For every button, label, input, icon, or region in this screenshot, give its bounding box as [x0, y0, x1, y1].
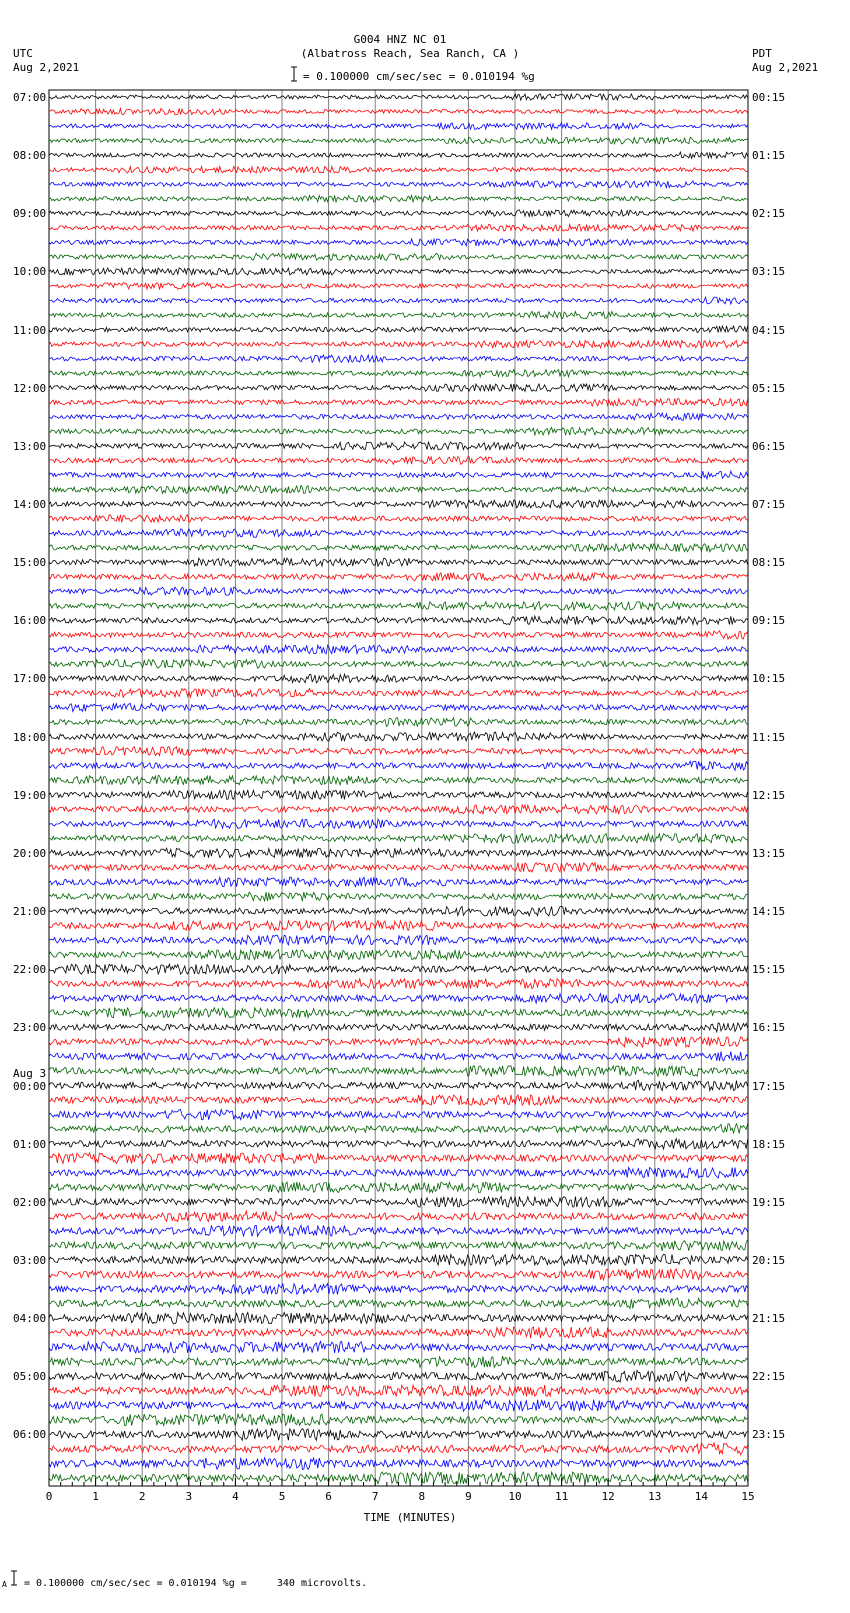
right-time-label: 21:15: [752, 1312, 786, 1326]
x-tick-label: 3: [185, 1490, 193, 1503]
x-tick-label: 4: [232, 1490, 239, 1503]
trace-line: [49, 1167, 748, 1178]
x-tick-label: 2: [138, 1490, 146, 1503]
left-time-label: 00:00: [13, 1079, 47, 1093]
trace-line: [49, 442, 748, 450]
left-time-label: 23:00: [13, 1021, 47, 1035]
trace-line: [49, 1356, 748, 1367]
trace-line: [49, 631, 748, 639]
trace-line: [49, 370, 748, 377]
trace-line: [49, 1400, 748, 1412]
left-time-label: 06:00: [13, 1428, 47, 1442]
right-time-label: 01:15: [752, 149, 786, 163]
left-time-label: 19:00: [13, 788, 47, 802]
right-time-label: 07:15: [752, 498, 786, 512]
trace-line: [49, 964, 748, 974]
trace-line: [49, 1443, 748, 1455]
scale-text: = 0.100000 cm/sec/sec = 0.010194 %g: [303, 70, 535, 83]
trace-line: [49, 1370, 748, 1382]
trace-line: [49, 660, 748, 669]
right-time-label: 11:15: [752, 730, 786, 744]
trace-line: [49, 877, 748, 887]
left-time-label: 22:00: [13, 963, 47, 977]
trace-line: [49, 224, 748, 231]
trace-line: [49, 471, 748, 479]
trace-line: [49, 355, 748, 362]
left-time-label: 21:00: [13, 905, 47, 919]
trace-line: [49, 1327, 748, 1338]
trace-line: [49, 195, 748, 202]
trace-line: [49, 283, 748, 290]
x-tick-label: 11: [554, 1490, 569, 1503]
right-time-label: 16:15: [752, 1021, 786, 1035]
trace-line: [49, 718, 748, 727]
trace-line: [49, 1269, 748, 1280]
trace-line: [49, 544, 748, 552]
right-time-label: 14:15: [752, 905, 786, 919]
trace-line: [49, 935, 748, 945]
trace-line: [49, 1124, 748, 1134]
footer-scale-bar-icon: [9, 1570, 19, 1586]
right-date: Aug 2,2021: [752, 61, 819, 74]
right-time-label: 06:15: [752, 439, 786, 453]
right-time-label: 02:15: [752, 207, 786, 221]
trace-line: [49, 834, 748, 843]
trace-line: [49, 529, 748, 537]
x-tick-label: 14: [694, 1490, 709, 1503]
footer-scale-text: = 0.100000 cm/sec/sec = 0.010194 %g = 340 microvolts.: [24, 1578, 368, 1589]
trace-line: [49, 210, 748, 217]
left-time-label: 08:00: [13, 149, 47, 163]
trace-line: [49, 1385, 748, 1397]
trace-line: [49, 587, 748, 595]
x-tick-label: 5: [278, 1490, 286, 1503]
trace-line: [49, 311, 748, 318]
trace-line: [49, 1023, 748, 1032]
trace-line: [49, 1139, 748, 1149]
left-timezone: UTC: [13, 47, 33, 60]
trace-line: [49, 123, 748, 130]
left-time-label: 03:00: [13, 1253, 47, 1267]
trace-line: [49, 616, 748, 625]
x-tick-label: 7: [371, 1490, 379, 1503]
right-time-label: 18:15: [752, 1137, 786, 1151]
trace-line: [49, 906, 748, 916]
left-date-label: Aug 3: [13, 1066, 47, 1080]
x-axis-label: TIME (MINUTES): [363, 1511, 457, 1524]
right-time-label: 10:15: [752, 672, 786, 686]
trace-line: [49, 239, 748, 246]
trace-line: [49, 94, 748, 100]
trace-line: [49, 500, 748, 508]
trace-line: [49, 1037, 748, 1047]
right-time-label: 04:15: [752, 323, 786, 337]
left-time-label: 13:00: [13, 439, 47, 453]
trace-line: [49, 645, 748, 654]
trace-line: [49, 515, 748, 523]
trace-line: [49, 457, 748, 465]
x-tick-label: 9: [465, 1490, 472, 1503]
left-time-label: 02:00: [13, 1195, 47, 1209]
trace-line: [49, 413, 748, 421]
trace-line: [49, 1240, 748, 1251]
x-tick-label: 0: [45, 1490, 53, 1503]
left-time-label: 17:00: [13, 672, 47, 686]
trace-line: [49, 297, 748, 304]
x-tick-label: 6: [325, 1490, 332, 1503]
trace-line: [49, 428, 748, 436]
right-time-label: 23:15: [752, 1428, 786, 1442]
x-tick-label: 1: [92, 1490, 99, 1503]
left-time-label: 15:00: [13, 556, 47, 570]
left-time-label: 11:00: [13, 323, 47, 337]
trace-line: [49, 384, 748, 392]
trace-line: [49, 1052, 748, 1061]
trace-line: [49, 1095, 748, 1106]
right-time-label: 00:15: [752, 91, 786, 104]
trace-line: [49, 558, 748, 566]
right-time-label: 20:15: [752, 1253, 786, 1267]
right-timezone: PDT: [752, 47, 772, 60]
trace-line: [49, 776, 748, 785]
trace-line: [49, 137, 748, 144]
trace-line: [49, 950, 748, 960]
x-tick-label: 15: [741, 1490, 755, 1503]
trace-line: [49, 805, 748, 814]
trace-line: [49, 892, 748, 901]
trace-line: [49, 326, 748, 333]
x-tick-label: 12: [601, 1490, 615, 1503]
left-time-label: 07:00: [13, 91, 47, 104]
trace-line: [49, 993, 748, 1003]
trace-line: [49, 1225, 748, 1236]
trace-line: [49, 1341, 748, 1353]
trace-line: [49, 1458, 748, 1470]
trace-line: [49, 1298, 748, 1308]
right-time-label: 15:15: [752, 963, 786, 977]
left-time-label: 04:00: [13, 1312, 47, 1326]
left-date: Aug 2,2021: [13, 61, 80, 74]
trace-line: [49, 399, 748, 407]
station-title: G004 HNZ NC 01: [353, 33, 447, 46]
x-tick-label: 13: [648, 1490, 662, 1503]
trace-line: [49, 1414, 748, 1426]
trace-line: [49, 486, 748, 494]
right-time-label: 09:15: [752, 614, 786, 628]
trace-line: [49, 732, 748, 741]
left-time-label: 14:00: [13, 498, 47, 512]
trace-line: [49, 689, 748, 698]
right-time-label: 17:15: [752, 1079, 786, 1093]
trace-line: [49, 166, 748, 173]
traces: [49, 94, 748, 1484]
left-time-label: 05:00: [13, 1370, 47, 1384]
trace-line: [49, 1066, 748, 1076]
left-time-label: 12:00: [13, 381, 47, 395]
left-time-label: 01:00: [13, 1137, 47, 1151]
trace-line: [49, 747, 748, 756]
trace-line: [49, 1284, 748, 1295]
trace-line: [49, 268, 748, 275]
trace-line: [49, 1254, 748, 1265]
left-time-label: 10:00: [13, 265, 47, 279]
trace-line: [49, 602, 748, 610]
trace-line: [49, 1182, 748, 1193]
trace-line: [49, 1080, 748, 1090]
trace-line: [49, 1429, 748, 1441]
trace-line: [49, 341, 748, 348]
trace-line: [49, 848, 748, 857]
right-time-label: 12:15: [752, 788, 786, 802]
right-time-label: 22:15: [752, 1370, 786, 1384]
trace-line: [49, 181, 748, 188]
trace-line: [49, 1197, 748, 1208]
trace-line: [49, 152, 748, 158]
left-time-label: 09:00: [13, 207, 47, 221]
right-time-label: 05:15: [752, 381, 786, 395]
right-time-label: 08:15: [752, 556, 786, 570]
trace-line: [49, 863, 748, 872]
footer-prefix: A: [2, 1580, 7, 1589]
right-time-label: 19:15: [752, 1195, 786, 1209]
x-tick-label: 8: [418, 1490, 426, 1503]
right-time-label: 13:15: [752, 846, 786, 860]
x-tick-label: 10: [508, 1490, 522, 1503]
trace-line: [49, 819, 748, 828]
trace-line: [49, 573, 748, 581]
trace-line: [49, 1312, 748, 1323]
trace-line: [49, 1211, 748, 1222]
right-time-label: 03:15: [752, 265, 786, 279]
trace-line: [49, 253, 748, 260]
trace-line: [49, 1110, 748, 1120]
trace-line: [49, 674, 748, 683]
trace-line: [49, 790, 748, 799]
left-time-label: 18:00: [13, 730, 47, 744]
trace-line: [49, 703, 748, 711]
trace-line: [49, 108, 748, 114]
trace-line: [49, 921, 748, 931]
trace-line: [49, 1008, 748, 1018]
left-time-label: 20:00: [13, 846, 47, 860]
trace-line: [49, 761, 748, 770]
station-location: (Albatross Reach, Sea Ranch, CA ): [300, 47, 520, 60]
trace-line: [49, 979, 748, 989]
left-time-label: 16:00: [13, 614, 47, 628]
trace-line: [49, 1153, 748, 1164]
